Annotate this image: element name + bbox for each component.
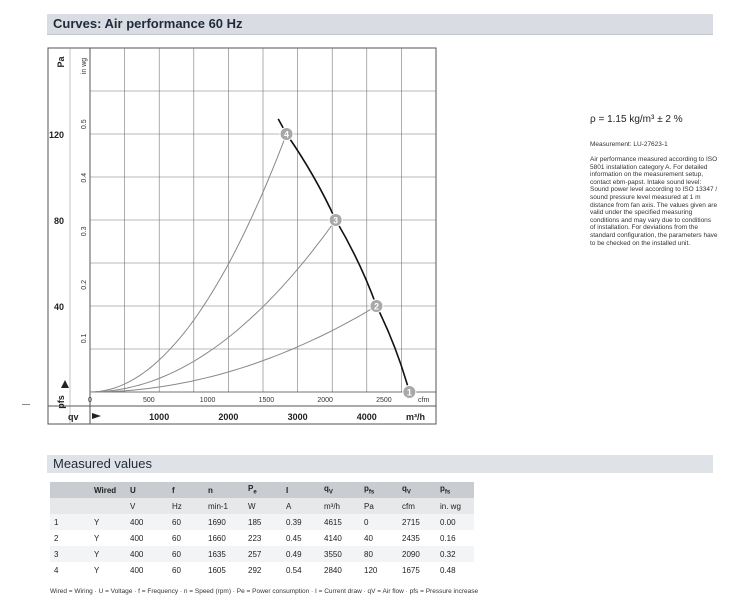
- table-cell: 120: [360, 562, 398, 578]
- table-cell: Y: [90, 546, 126, 562]
- table-cell: Pa: [360, 498, 398, 514]
- table-cell: 2840: [320, 562, 360, 578]
- y-axis-arrow: [61, 380, 69, 388]
- table-cell: 60: [168, 514, 204, 530]
- table-cell: U: [126, 482, 168, 498]
- table-cell: 2715: [398, 514, 436, 530]
- y-tick-inwg: 0.2: [81, 280, 88, 290]
- table-cell: 4: [50, 562, 90, 578]
- measured-values-table: [50, 482, 474, 578]
- table-cell: 0.32: [436, 546, 474, 562]
- table-cell: 257: [244, 546, 282, 562]
- operating-point-label: 2: [373, 301, 379, 312]
- table-cell: Hz: [168, 498, 204, 514]
- table-cell: 60: [168, 530, 204, 546]
- table-cell: 400: [126, 530, 168, 546]
- table-cell: 4615: [320, 514, 360, 530]
- table-cell: $q_V$: [320, 482, 360, 498]
- measured-values-bar: [47, 455, 713, 473]
- x-tick-m3h: 1000: [149, 412, 170, 422]
- table-row: [50, 514, 474, 530]
- x-tick-cfm: 1000: [199, 397, 216, 404]
- table-cell: [50, 482, 90, 498]
- chart-header-title: Curves: Air performance 60 Hz: [53, 16, 243, 31]
- operating-point-label: 3: [333, 215, 339, 226]
- y-tick-inwg: 0.1: [81, 333, 88, 344]
- table-row: [50, 562, 474, 578]
- x-tick-cfm: 0: [88, 397, 92, 404]
- x-unit-cfm: cfm: [418, 397, 430, 404]
- table-cell: 185: [244, 514, 282, 530]
- table-cell: 1675: [398, 562, 436, 578]
- table-cell: $P_e$: [244, 482, 282, 498]
- table-cell: 2090: [398, 546, 436, 562]
- table-cell: f: [168, 482, 204, 498]
- table-cell: Y: [90, 530, 126, 546]
- table-cell: 0.16: [436, 530, 474, 546]
- table-cell: 0.45: [282, 530, 320, 546]
- table-legend: Wired = Wiring · U = Voltage · f = Frequency · n = Speed (rpm) · Pe = Power consumption · I = Current draw · qV = Air flow · pfs = Pressure increase: [50, 588, 479, 595]
- table-cell: 0.54: [282, 562, 320, 578]
- table-cell: n: [204, 482, 244, 498]
- x-tick-cfm: 2500: [376, 397, 392, 404]
- measured-values-title: Measured values: [53, 456, 152, 471]
- table-cell: 60: [168, 562, 204, 578]
- operating-point-label: 1: [406, 387, 412, 398]
- table-cell: Wired: [90, 482, 126, 498]
- table-cell: I: [282, 482, 320, 498]
- table-cell: 1660: [204, 530, 244, 546]
- x-tick-cfm: 2000: [317, 397, 333, 404]
- table-header-row: [50, 482, 474, 498]
- table-cell: 4140: [320, 530, 360, 546]
- y-unit-pa: Pa: [56, 56, 66, 68]
- table-cell: 223: [244, 530, 282, 546]
- table-cell: 292: [244, 562, 282, 578]
- table-cell: 400: [126, 546, 168, 562]
- y-tick-pa: 80: [53, 216, 64, 226]
- table-cell: [90, 498, 126, 514]
- table-cell: 60: [168, 546, 204, 562]
- table-cell: min-1: [204, 498, 244, 514]
- table-cell: 3550: [320, 546, 360, 562]
- table-row: [50, 546, 474, 562]
- table-row: [50, 530, 474, 546]
- table-cell: 2: [50, 530, 90, 546]
- table-cell: 0: [360, 514, 398, 530]
- table-cell: $p_{fs}$: [360, 482, 398, 498]
- table-cell: 1605: [204, 562, 244, 578]
- operating-point-label: 4: [284, 129, 290, 140]
- table-cell: in. wg: [436, 498, 474, 514]
- x-axis-arrow: [92, 413, 101, 419]
- table-cell: 40: [360, 530, 398, 546]
- table-cell: 0.48: [436, 562, 474, 578]
- x-unit-m3h: m³/h: [406, 412, 425, 422]
- y-tick-inwg: 0.4: [81, 172, 88, 183]
- y-tick-pa: 40: [53, 302, 64, 312]
- measurement-id: Measurement: LU-27623-1: [590, 141, 668, 148]
- table-cell: $p_{fs}$: [436, 482, 474, 498]
- x-tick-cfm: 500: [142, 397, 155, 404]
- table-cell: W: [244, 498, 282, 514]
- table-cell: 400: [126, 562, 168, 578]
- side-tick-mark: [22, 404, 30, 405]
- table-cell: 0.49: [282, 546, 320, 562]
- table-cell: Y: [90, 562, 126, 578]
- air-density-label: ρ = 1.15 kg/m³ ± 2 %: [590, 114, 683, 125]
- table-cell: 1: [50, 514, 90, 530]
- y-tick-inwg: 0.5: [81, 119, 88, 130]
- table-cell: m³/h: [320, 498, 360, 514]
- y-tick-inwg: 0.3: [81, 226, 88, 237]
- table-cell: 1690: [204, 514, 244, 530]
- table-cell: 1635: [204, 546, 244, 562]
- table-cell: Y: [90, 514, 126, 530]
- table-cell: 400: [126, 514, 168, 530]
- table-cell: cfm: [398, 498, 436, 514]
- x-tick-m3h: 3000: [287, 412, 308, 422]
- x-tick-m3h: 2000: [218, 412, 239, 422]
- table-cell: 0.00: [436, 514, 474, 530]
- x-tick-cfm: 1500: [258, 397, 275, 404]
- x-axis-symbol: qv: [68, 412, 79, 422]
- y-tick-pa: 120: [48, 130, 64, 140]
- table-cell: 0.39: [282, 514, 320, 530]
- y-unit-inwg: in wg: [81, 57, 88, 75]
- table-cell: 80: [360, 546, 398, 562]
- table-cell: $q_V$: [398, 482, 436, 498]
- table-cell: 2435: [398, 530, 436, 546]
- table-cell: 3: [50, 546, 90, 562]
- y-axis-symbol: pfs: [56, 395, 66, 409]
- x-tick-m3h: 4000: [356, 412, 377, 422]
- table-cell: [50, 498, 90, 514]
- measurement-notes: Air performance measured according to ISO 5801 installation category A. For detailed information on the measurement setup, contact ebm-papst. Intake sound level: Sound power level according to ISO 13347 / sound pressure level measured at 1 m distance from fan axis. The values given are valid under the specified measuring conditions and may vary due to conditions of installation. For deviations from the standard configuration, the parameters have to be checked on the installed unit.: [590, 156, 718, 247]
- table-units-row: [50, 498, 474, 514]
- table-cell: V: [126, 498, 168, 514]
- table-cell: A: [282, 498, 320, 514]
